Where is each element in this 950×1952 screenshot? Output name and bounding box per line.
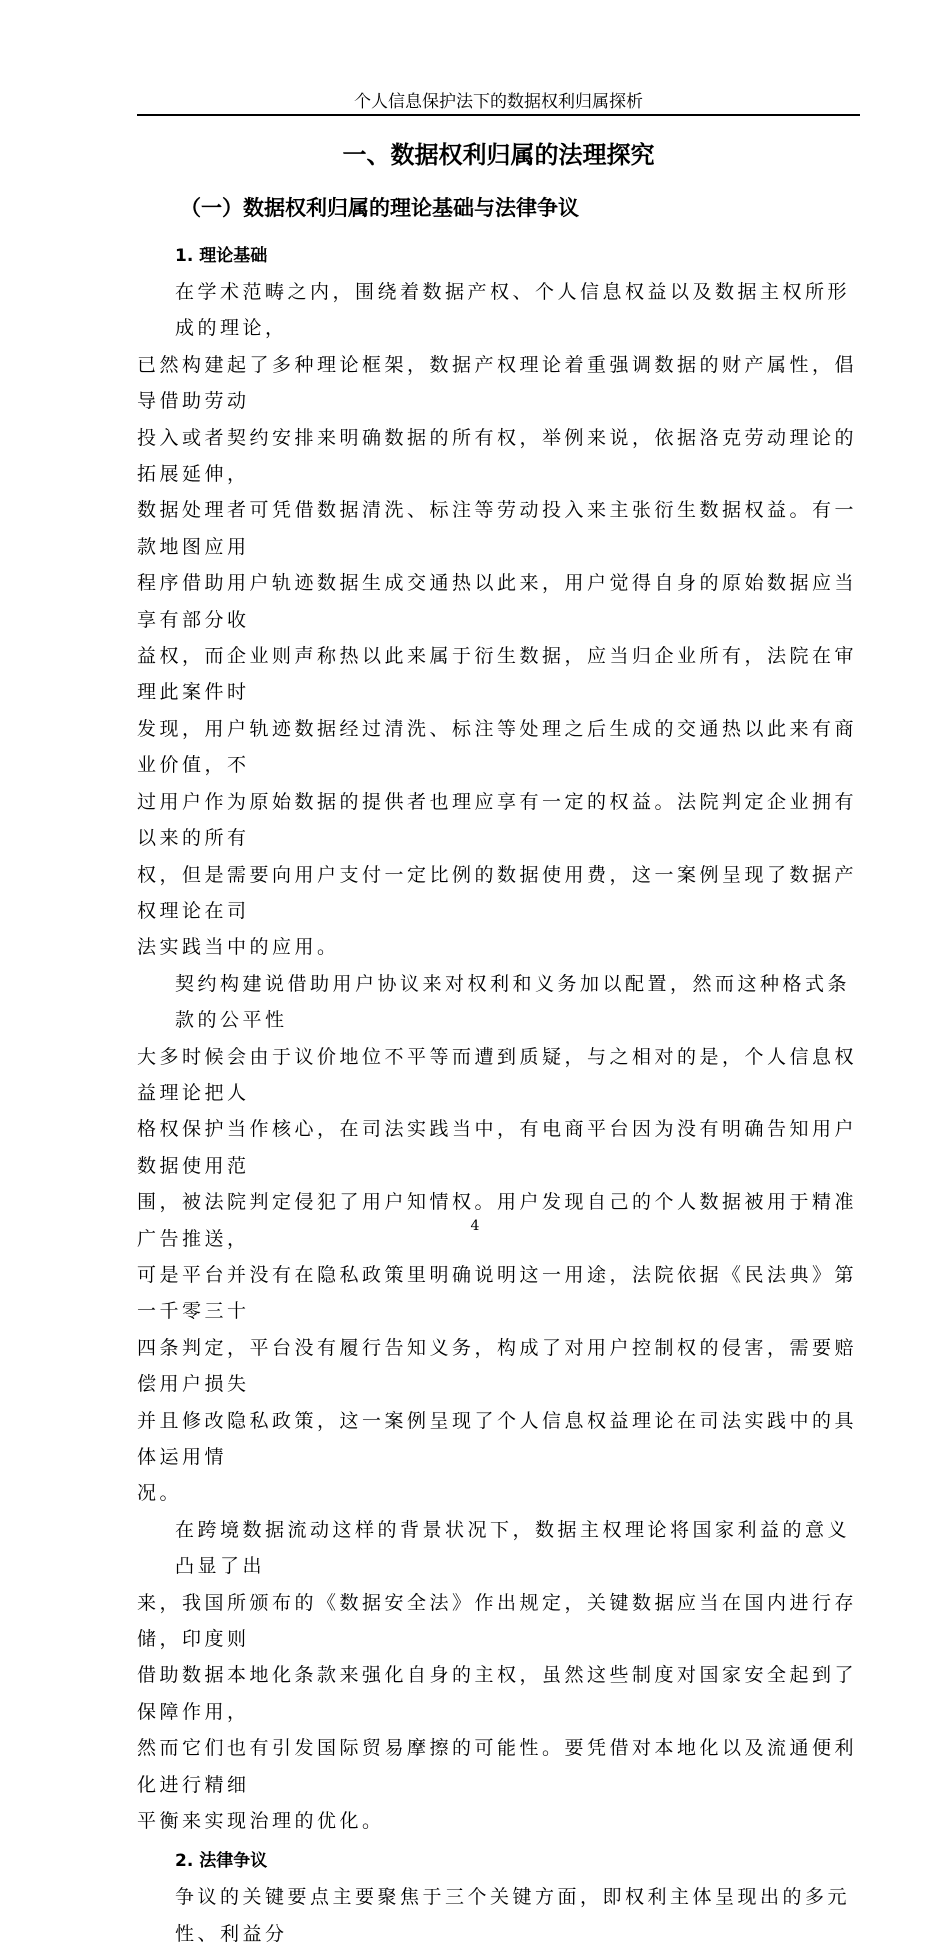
text-line: 并且修改隐私政策，这一案例呈现了个人信息权益理论在司法实践中的具体运用情: [137, 1409, 858, 1468]
paragraphs-theory: [137, 274, 860, 1839]
chapter-title: 一、数据权利归属的法理探究: [342, 141, 655, 169]
text-line: 在学术范畴之内，围绕着数据产权、个人信息权益以及数据主权所形成的理论，: [175, 281, 851, 340]
text-line: 法实践当中的应用。: [137, 936, 340, 959]
paragraphs-dispute: [137, 1879, 860, 1952]
page-number: 4: [470, 1218, 480, 1234]
paragraph: [137, 1879, 860, 1952]
text-line: 格权保护当作核心，在司法实践当中，有电商平台因为没有明确告知用户数据使用范: [137, 1118, 858, 1177]
text-line: 四条判定，平台没有履行告知义务，构成了对用户控制权的侵害，需要赔偿用户损失: [137, 1336, 858, 1396]
text-line: 权，但是需要向用户支付一定比例的数据使用费，这一案例呈现了数据产权理论在司: [137, 863, 858, 922]
text-line: 数据处理者可凭借数据清洗、标注等劳动投入来主张衍生数据权益。有一款地图应用: [137, 499, 858, 558]
text-line: 借助数据本地化条款来强化自身的主权，虽然这些制度对国家安全起到了保障作用，: [137, 1664, 858, 1723]
paragraph: [137, 1512, 860, 1840]
text-line: 争议的关键要点主要聚焦于三个关键方面，即权利主体呈现出的多元性、利益分: [175, 1886, 851, 1945]
text-line: 来，我国所颁布的《数据安全法》作出规定，关键数据应当在国内进行存储，印度则: [137, 1591, 858, 1651]
header-rule: [137, 114, 860, 116]
text-line: 投入或者契约安排来明确数据的所有权，举例来说，依据洛克劳动理论的拓展延伸，: [137, 426, 858, 486]
subsection-title-dispute: 2. 法律争议: [175, 1851, 268, 1872]
subsection-title-theory: 1. 理论基础: [175, 246, 268, 266]
body-text: [137, 238, 860, 1952]
text-line: 发现，用户轨迹数据经过清洗、标注等处理之后生成的交通热以此来有商业价值，不: [137, 717, 858, 777]
paragraph: [137, 274, 860, 966]
text-line: 程序借助用户轨迹数据生成交通热以此来，用户觉得自身的原始数据应当享有部分收: [137, 572, 858, 631]
text-line: 然而它们也有引发国际贸易摩擦的可能性。要凭借对本地化以及流通便利化进行精细: [137, 1737, 858, 1796]
text-line: 在跨境数据流动这样的背景状况下，数据主权理论将国家利益的意义凸显了出: [175, 1518, 851, 1578]
text-line: 大多时候会由于议价地位不平等而遭到质疑，与之相对的是，个人信息权益理论把人: [137, 1045, 858, 1104]
text-line: 契约构建说借助用户协议来对权利和义务加以配置，然而这种格式条款的公平性: [175, 972, 851, 1032]
text-line: 可是平台并没有在隐私政策里明确说明这一用途，法院依据《民法典》第一千零三十: [137, 1263, 858, 1323]
text-line: 况。: [137, 1482, 183, 1505]
text-line: 益权，而企业则声称热以此来属于衍生数据，应当归企业所有，法院在审理此案件时: [137, 645, 858, 704]
section-title: （一）数据权利归属的理论基础与法律争议: [180, 196, 579, 220]
text-line: 围，被法院判定侵犯了用户知情权。用户发现自己的个人数据被用于精准广告推送，: [137, 1191, 858, 1250]
text-line: 已然构建起了多种理论框架，数据产权理论着重强调数据的财产属性，倡导借助劳动: [137, 353, 858, 413]
running-header: 个人信息保护法下的数据权利归属探析: [354, 92, 643, 112]
text-line: 过用户作为原始数据的提供者也理应享有一定的权益。法院判定企业拥有以来的所有: [137, 790, 858, 850]
text-line: 平衡来实现治理的优化。: [137, 1810, 385, 1833]
paragraph: [137, 966, 860, 1512]
